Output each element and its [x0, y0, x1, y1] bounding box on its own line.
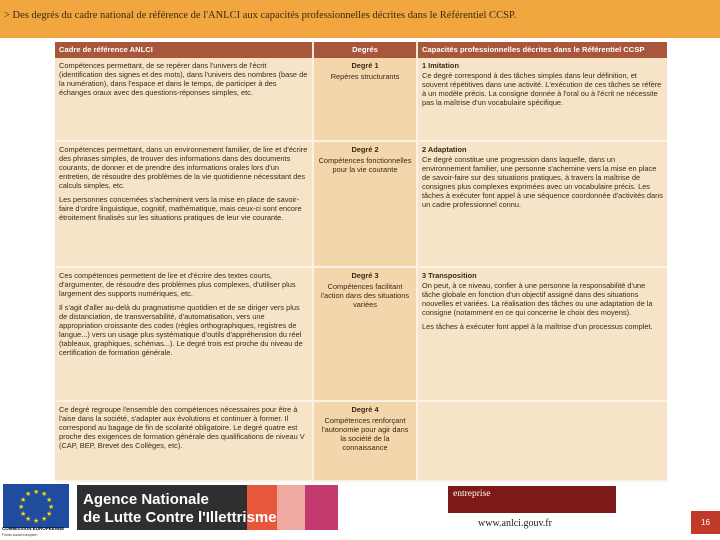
eu-subcaption: Fonds social européen	[2, 533, 38, 537]
capacite-title: 2 Adaptation	[422, 145, 467, 154]
col-header-cadre: Cadre de référence ANLCI	[55, 42, 313, 58]
table-header-row	[55, 42, 667, 58]
eu-flag	[3, 484, 69, 528]
degre-name: Compétences renforçant l'autonomie pour agir dans la société de la connaissance	[321, 416, 409, 453]
cadre-cell	[55, 267, 313, 401]
comparison-table	[55, 42, 667, 482]
cadre-cell	[55, 401, 313, 481]
col-header-degres: Degrés	[313, 42, 417, 58]
col-header-capacites: Capacités professionnelles décrites dans le Référentiel CCSP	[417, 42, 667, 58]
table-row	[55, 267, 667, 401]
degre-cell	[313, 141, 417, 267]
degre-number: Degré 2	[351, 145, 379, 154]
degre-name: Repères structurants	[330, 72, 400, 82]
star-icon: ★	[33, 489, 40, 496]
capacite-cell	[417, 141, 667, 267]
degre-cell	[313, 267, 417, 401]
degre-number: Degré 4	[351, 405, 379, 414]
header-bar	[0, 0, 720, 38]
degre-cell	[313, 401, 417, 481]
capacite-title: 3 Transposition	[422, 271, 477, 280]
website-link[interactable]: www.anlci.gouv.fr	[478, 518, 552, 529]
capacite-text: Ce degré correspond à des tâches simples dans leur définition, et souvent répétitives dans une activité. L'exécution de ces tâches se réfère à un modèle précis. La consigne donnée à l'oral ou à l'écrit ne nécessite pas la maîtrise d'un vocabulaire spécifique.	[422, 71, 662, 108]
degre-name: Compétences fonctionnelles pour la vie courante	[318, 156, 412, 175]
capacite-text: On peut, à ce niveau, confier à une personne la responsabilité d'une tâche globale en fonction d'un objectif assigné dans des situations nouvelles et variées. La réalisation des tâches ou une adaptation de la consigne (notamment en ce qui concerne le choix des moyens).	[422, 281, 653, 318]
cadre-text: Ce degré regroupe l'ensemble des compétences nécessaires pour être à l'aise dans la société, s'adapter aux évolutions et continuer à former. Il correspond au bagage de fin de scolarité obligatoire. Le degré quatre est proche des exigences de formation générale des qualifications de niveau V (CAP, BEP, Brevet des Collèges, etc).	[59, 405, 305, 451]
degre-cell	[313, 58, 417, 141]
cadre-text: Les personnes concernées s'acheminent vers la mise en place de savoir-faire d'ordre linguistique, cognitif, mathématique, mais ceux-ci sont encore étroitement finalisés sur les situations pratiques de leur vie courante.	[59, 195, 302, 223]
star-icon: ★	[46, 497, 53, 504]
cadre-text: Compétences permettant, de se repérer dans l'univers de l'écrit (identification des signes et des mots), dans l'univers des nombres (base de la numération), dans l'espace et dans le temps, de participer à des échanges oraux avec des questions-réponses simples, etc.	[59, 61, 308, 98]
entreprise-box	[448, 486, 616, 513]
logo-line-1: Agence Nationale	[83, 491, 209, 508]
capacite-cell	[417, 58, 667, 141]
table-row	[55, 141, 667, 267]
cadre-cell	[55, 58, 313, 141]
degre-number: Degré 3	[351, 271, 379, 280]
page-number: 16	[691, 511, 720, 534]
table-row	[55, 58, 667, 141]
cadre-text: Compétences permettant, dans un environnement familier, de lire et d'écrire des phrases simples, de trouver des informations dans des documents courants, de donner et de prendre des informations orales lors d'un entretien, de résoudre des problèmes de la vie quotidienne nécessitant des calculs simples, etc.	[59, 145, 308, 191]
capacite-cell	[417, 401, 667, 481]
star-icon: ★	[41, 516, 48, 523]
capacite-text: Ce degré constitue une progression dans laquelle, dans un environnement familier, une personne s'achemine vers la mise en place de savoir-faire sur des situations pratiques, à travers la maîtrise de consignes plus complexes exprimées avec un vocabulaire précis. Les tâches à exécuter font appel à une séquence coordonnée d'activités dans un cadre professionnel connu.	[422, 155, 663, 210]
degre-name: Compétences facilitant l'action dans des situations variées	[320, 282, 410, 310]
eu-caption: COMMISSION EUROPÉENNE	[2, 526, 65, 531]
logo-decoration	[305, 485, 338, 530]
cadre-text: Ces compétences permettent de lire et d'écrire des textes courts, d'argumenter, de résoudre des problèmes plus complexes, d'utiliser plus largement des supports numériques, etc.	[59, 271, 296, 299]
capacite-title: 1 Imitation	[422, 61, 459, 70]
star-icon: ★	[33, 518, 40, 525]
star-icon: ★	[25, 491, 32, 498]
star-icon: ★	[41, 491, 48, 498]
cadre-cell	[55, 141, 313, 267]
star-icon: ★	[25, 516, 32, 523]
star-icon: ★	[48, 504, 55, 511]
page-title: > Des degrés du cadre national de référence de l'ANLCI aux capacités professionnelles décrites dans le Référentiel CCSP.	[4, 10, 517, 21]
table-row	[55, 401, 667, 481]
star-icon: ★	[20, 511, 27, 518]
capacite-cell	[417, 267, 667, 401]
logo-line-2: de Lutte Contre l'Illettrisme	[83, 509, 277, 526]
entreprise-label: entreprise	[453, 489, 491, 499]
anlci-logo	[77, 485, 338, 530]
star-icon: ★	[46, 511, 53, 518]
star-icon: ★	[20, 497, 27, 504]
capacite-text: Les tâches à exécuter font appel à la maîtrise d'un processus complet.	[422, 322, 653, 332]
star-icon: ★	[18, 504, 25, 511]
cadre-text: Il s'agit d'aller au-delà du pragmatisme quotidien et de se diriger vers plus de distanciation, de transversabilité, d'automatisation, vers une appropriation croissante des codes (règles orthographiques, registres de langue...) vers un usage plus systématique d'outils d'appréhension du réel (tableaux, graphiques, schémas...). Le degré trois est proche du niveau de certification de formation générale.	[59, 303, 303, 358]
degre-number: Degré 1	[351, 61, 379, 70]
